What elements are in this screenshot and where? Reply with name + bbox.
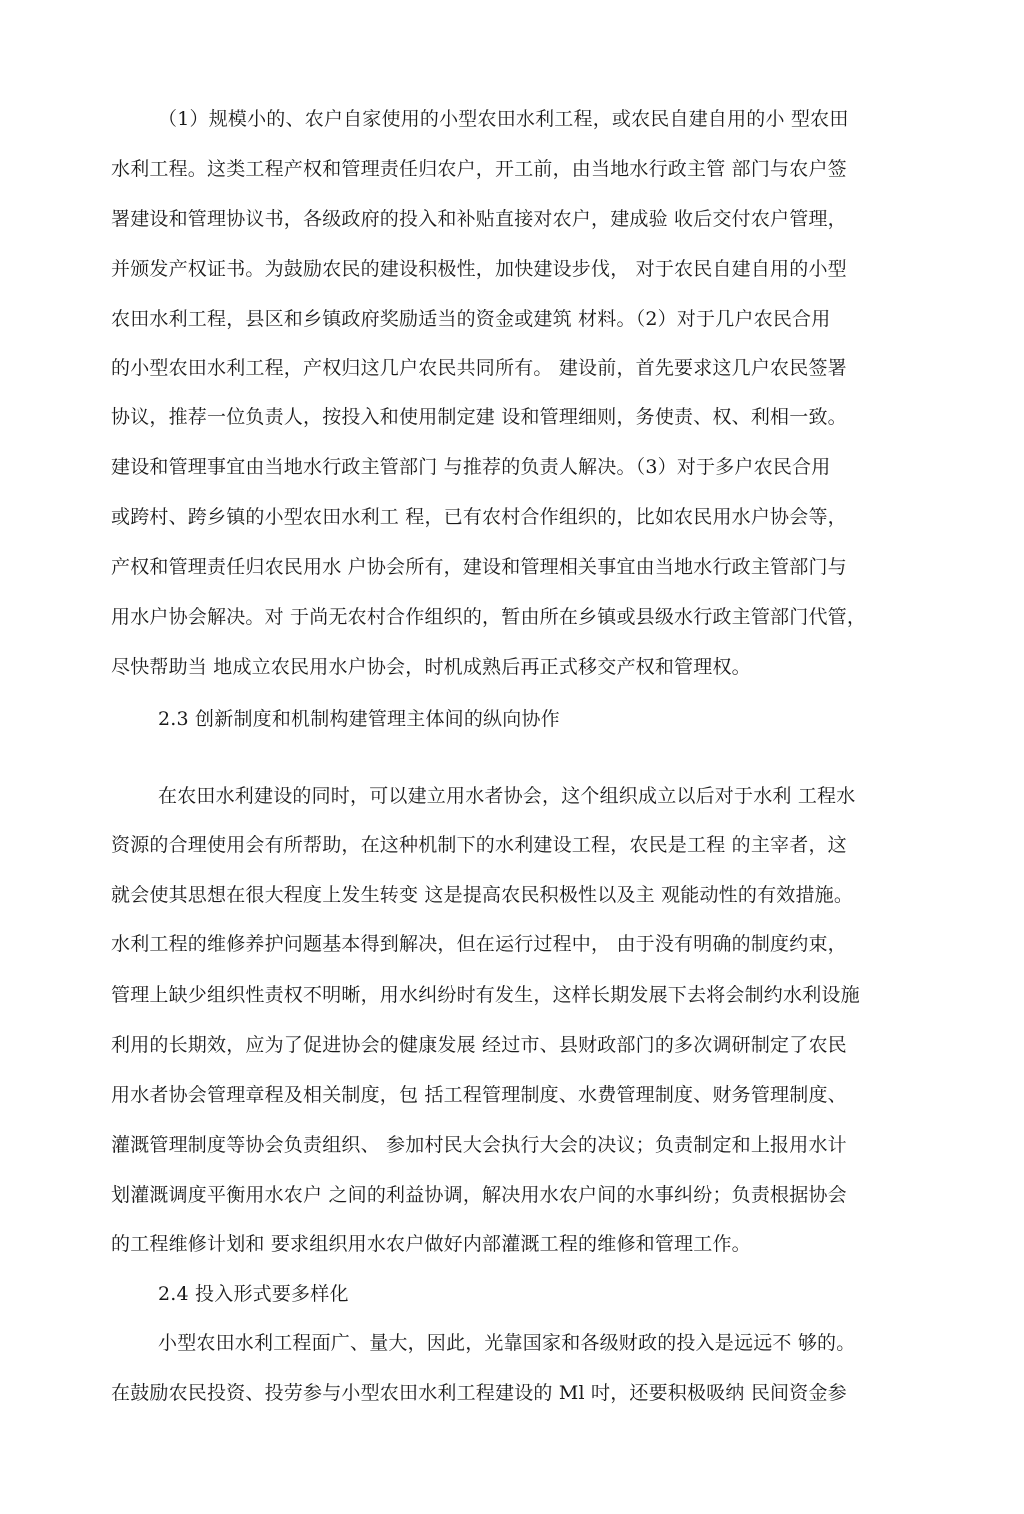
para1-line-6: 的小型农田水利工程，产权归这几户农民共同所有。 建设前，首先要求这几户农民签署 bbox=[111, 357, 847, 379]
section-heading-2-3: 2.3 创新制度和机制构建管理主体间的纵向协作 bbox=[158, 708, 560, 730]
para1-line-9: 或跨村、跨乡镇的小型农田水利工 程，已有农村合作组织的，比如农民用水户协会等， bbox=[111, 506, 847, 528]
para2-line-9: 划灌溉调度平衡用水农户 之间的利益协调，解决用水农户间的水事纠纷；负责根据协会 bbox=[111, 1184, 847, 1206]
para3-line-2: 在鼓励农民投资、投劳参与小型农田水利工程建设的 Ml 吋，还要积极吸纳 民间资金参 bbox=[111, 1382, 847, 1404]
para2-line-7: 用水者协会管理章程及相关制度，包 括工程管理制度、水费管理制度、财务管理制度、 bbox=[111, 1084, 847, 1106]
para1-line-8: 建设和管理事宜由当地水行政主管部门 与推荐的负责人解决。（3）对于多户农民合用 bbox=[111, 456, 831, 478]
para1-line-4: 并颁发产权证书。为鼓励农民的建设积极性，加快建设步伐， 对于农民自建自用的小型 bbox=[111, 258, 847, 280]
section-heading-2-4: 2.4 投入形式要多样化 bbox=[158, 1283, 349, 1305]
para1-line-1: （1）规模小的、农户自家使用的小型农田水利工程，或农民自建自用的小 型农田 bbox=[158, 108, 849, 130]
para2-line-10: 的工程维修计划和 要求组织用水农户做好内部灌溉工程的维修和管理工作。 bbox=[111, 1233, 751, 1255]
para1-line-10: 产权和管理责任归农民用水 户协会所有，建设和管理相关事宜由当地水行政主管部门与 bbox=[111, 556, 847, 578]
para1-line-5: 农田水利工程，县区和乡镇政府奖励适当的资金或建筑 材料。（2）对于几户农民合用 bbox=[111, 308, 831, 330]
para1-line-12: 尽快帮助当 地成立农民用水户协会，时机成熟后再正式移交产权和管理权。 bbox=[111, 656, 751, 678]
para2-line-6: 利用的长期效，应为了促进协会的健康发展 经过市、县财政部门的多次调研制定了农民 bbox=[111, 1034, 847, 1056]
para2-line-2: 资源的合理使用会有所帮助，在这种机制下的水利建设工程，农民是工程 的主宰者，这 bbox=[111, 834, 847, 856]
para2-line-1: 在农田水利建设的同时，可以建立用水者协会，这个组织成立以后对于水利 工程水 bbox=[158, 785, 856, 807]
para1-line-2: 水利工程。这类工程产权和管理责任归农户，开工前，由当地水行政主管 部门与农户签 bbox=[111, 158, 847, 180]
para1-line-7: 协议，推荐一位负责人，按投入和使用制定建 设和管理细则，务使责、权、利相一致。 bbox=[111, 406, 847, 428]
para2-line-5: 管理上缺少组织性责权不明晰，用水纠纷时有发生，这样长期发展下去将会制约水利设施 bbox=[111, 984, 860, 1006]
para1-line-3: 署建设和管理协议书，各级政府的投入和补贴直接对农户，建成验 收后交付农户管理， bbox=[111, 208, 847, 230]
para2-line-3: 就会使其思想在很大程度上发生转变 这是提高农民积极性以及主 观能动性的有效措施。 bbox=[111, 884, 854, 906]
para1-line-11: 用水户协会解决。对 于尚无农村合作组织的，暂由所在乡镇或县级水行政主管部门代管， bbox=[111, 606, 867, 628]
para2-line-4: 水利工程的维修养护问题基本得到解决，但在运行过程中， 由于没有明确的制度约束， bbox=[111, 933, 847, 955]
para3-line-1: 小型农田水利工程面广、量大，因此，光靠国家和各级财政的投入是远远不 够的。 bbox=[158, 1332, 856, 1354]
para2-line-8: 灌溉管理制度等协会负责组织、 参加村民大会执行大会的决议；负责制定和上报用水计 bbox=[111, 1134, 847, 1156]
